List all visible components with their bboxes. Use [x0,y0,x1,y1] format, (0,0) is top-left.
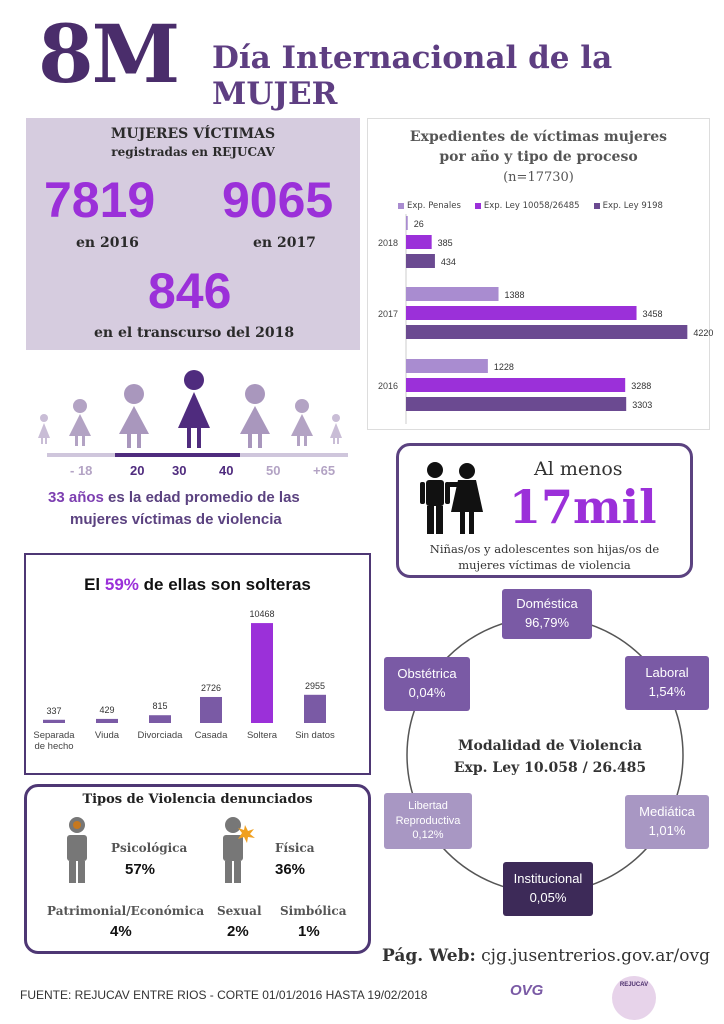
legend-swatch [475,203,481,209]
bar [406,359,488,373]
modality-obstetrica [384,657,470,711]
bar [406,325,687,339]
category-label: Casada [194,730,228,741]
legend-label: Exp. Penales [407,201,461,211]
bar [406,254,435,268]
woman-figure-6 [291,399,313,446]
legend-item [594,201,663,211]
victims-panel [26,118,360,350]
chart-title-line1: Expedientes de víctimas mujeres [409,129,668,145]
physical-icon [217,815,257,885]
children-icon [417,460,487,540]
patrimonial-label: Patrimonial/Económica [47,904,205,918]
woman-figure-2 [69,399,91,446]
children-number: 17mil [509,480,657,534]
children-panel [396,443,693,578]
bar [304,695,326,723]
victims-2017-label: en 2017 [253,235,316,251]
modality-domestica [502,589,592,639]
children-caption-line1: Niñas/os y adolescentes son hijas/os de [429,542,660,556]
woman-figure-1 [38,414,50,444]
victims-2017-number: 9065 [222,172,334,228]
physical-pct: 36% [275,861,306,878]
victims-2016-label: en 2016 [76,235,139,251]
psychological-icon [59,815,95,885]
page-title: Día Internacional de la MUJER [212,40,613,112]
age-label: 40 [219,463,234,478]
web-url[interactable]: cjg.jusentrerios.gov.ar/ovg [481,946,710,966]
modality-pct: 96,79% [524,615,570,630]
sexual-pct: 2% [227,923,249,940]
modality-mediatica [625,795,709,849]
bar-value-label: 26 [413,219,424,229]
modality-pct: 1,01% [648,823,686,838]
category-label: Sin datos [295,730,335,741]
victims-heading: MUJERES VÍCTIMAS [110,126,276,142]
woman-figure-5 [240,384,270,448]
bar [96,719,118,723]
symbolic-pct: 1% [298,923,320,940]
age-caption-rest: es la edad promedio de las [103,489,300,506]
age-caption-bold: 33 años [48,489,104,506]
modality-label: Libertad Reproductiva [395,799,461,827]
psychological-label: Psicológica [111,841,188,855]
chart-legend [398,201,663,211]
violence-types-panel [24,784,371,954]
bar [200,697,222,723]
civil-bars [26,595,369,775]
modality-pct: 1,54% [648,684,686,699]
modality-label: Laboral [645,665,689,681]
victims-subheading: registradas en REJUCAV [111,145,275,159]
year-tick-label: 2018 [377,238,398,248]
modality-title-line1: Modalidad de Violencia [457,738,643,754]
bar-value-label: 434 [440,257,456,267]
civil-title-pct: 59% [104,575,139,594]
age-figures [30,366,360,458]
modality-title-line2: Exp. Ley 10.058 / 26.485 [453,760,647,776]
big-8m-title: 8M [38,7,179,101]
woman-figure-4 [178,370,210,448]
bar-value-label: 1388 [504,290,525,300]
physical-label: Física [275,841,315,855]
age-caption-line2: mujeres víctimas de violencia [70,511,282,528]
patrimonial-pct: 4% [110,923,132,940]
age-label: 30 [172,463,187,478]
legend-item [475,201,580,211]
bar-value-label: 385 [437,238,453,248]
age-bar-light-left [47,453,115,457]
bar [406,378,625,392]
footer-source: FUENTE: REJUCAV ENTRE RIOS - CORTE 01/01/2016 HASTA 19/02/2018 [20,988,428,1002]
victims-2018-label: en el transcurso del 2018 [94,325,295,341]
psychological-pct: 57% [125,861,156,878]
expedientes-chart [367,118,714,430]
bar [43,720,65,723]
age-label: +65 [313,463,336,478]
modality-label: Doméstica [516,596,578,612]
age-label: - 18 [70,463,93,478]
chart-subtitle: (n=17730) [503,170,574,185]
category-label: Separada [33,730,75,741]
children-caption-line2: mujeres víctimas de violencia [458,558,631,572]
modality-label: Obstétrica [397,666,457,682]
modality-label: Mediática [639,804,695,820]
category-label: Soltera [246,730,278,741]
civil-title-pre: El [84,575,105,594]
modality-institucional [503,862,593,916]
bar [406,235,432,249]
bar-value-label: 2955 [304,680,326,691]
category-label: Divorciada [137,730,183,741]
woman-figure-7 [330,414,342,444]
chart-title-line2: por año y tipo de proceso [439,149,638,165]
category-label: Viuda [94,730,120,741]
children-pre: Al menos [534,458,623,480]
bar [251,623,273,723]
bar [406,306,637,320]
modality-pct: 0,05% [529,890,567,905]
bar [406,397,626,411]
bar [406,287,499,301]
legend-item [398,201,461,211]
age-label: 50 [266,463,281,478]
legend-swatch [398,203,404,209]
year-tick-label: 2017 [377,309,398,319]
rejucav-logo-text: REJUCAV [619,982,649,988]
violence-types-title: Tipos de Violencia denunciados [82,792,313,807]
web-label: Pág. Web: [382,946,476,966]
civil-chart-title [26,575,369,595]
web-line [382,946,710,966]
rejucav-logo [612,976,656,1020]
bar [406,216,408,230]
bar-value-label: 3288 [631,381,652,391]
ovg-logo: OVG [510,982,544,999]
category-label: de hecho [34,741,74,752]
age-bar-light-right [240,453,348,457]
bar-value-label: 4220 [693,328,714,338]
bar-value-label: 1228 [493,362,514,372]
bar-value-label: 3458 [642,309,663,319]
bar [149,715,171,723]
woman-figure-3 [119,384,149,448]
age-caption-line1 [48,489,300,506]
bar-value-label: 10468 [249,609,275,620]
modality-pct: 0,12% [412,829,444,842]
bar-value-label: 815 [152,701,168,712]
symbolic-label: Simbólica [280,904,347,918]
bar-value-label: 337 [46,705,62,716]
victims-2016-number: 7819 [44,172,156,228]
expedientes-bars [368,214,714,429]
bar-value-label: 2726 [200,682,222,693]
modality-laboral [625,656,709,710]
civil-title-post: de ellas son solteras [138,575,311,594]
age-bar-dark [115,453,240,457]
sexual-label: Sexual [217,904,262,918]
bar-value-label: 429 [99,704,115,715]
modality-label: Institucional [513,871,583,887]
bar-value-label: 3303 [632,400,653,410]
year-tick-label: 2016 [377,381,398,391]
legend-label: Exp. Ley 10058/26485 [483,201,580,211]
civil-status-chart [24,553,371,775]
victims-2018-number: 846 [148,263,232,319]
age-label: 20 [130,463,145,478]
modality-pct: 0,04% [408,685,446,700]
legend-swatch [594,203,600,209]
modality-reproductiva [384,793,472,849]
legend-label: Exp. Ley 9198 [602,201,663,211]
